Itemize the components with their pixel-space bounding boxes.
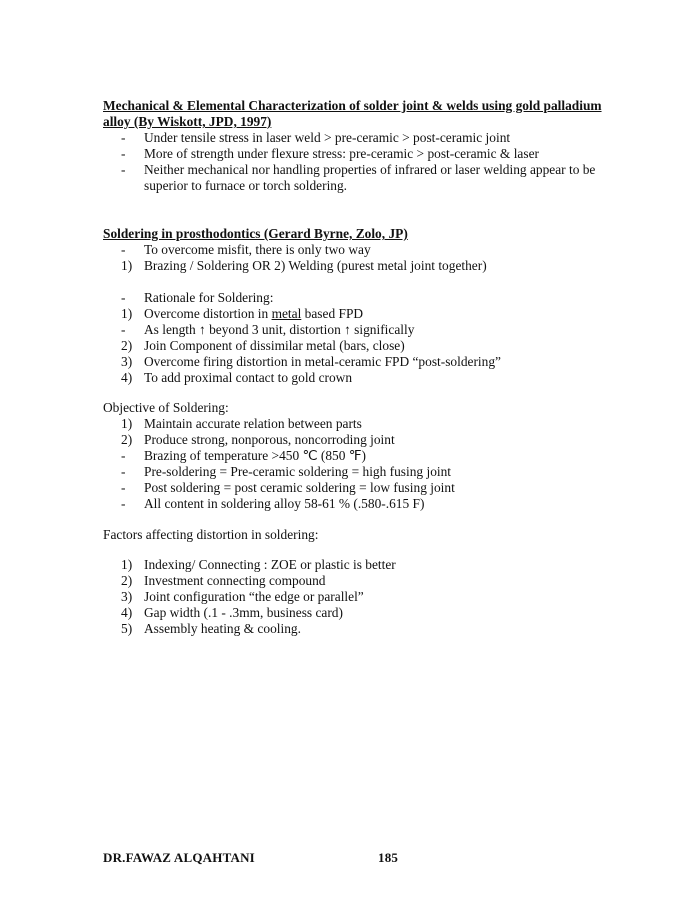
list-marker: - [121,146,126,161]
list-marker: 4) [121,605,133,620]
list-marker: 3) [121,354,133,369]
list-marker: - [121,162,126,177]
footer-author: DR.FAWAZ ALQAHTANI [103,850,255,865]
list-item-text: As length ↑ beyond 3 unit, distortion ↑ significally [144,322,415,337]
list-item-text: Brazing / Soldering OR 2) Welding (purest metal joint together) [144,258,487,273]
list-item [103,338,623,354]
section-list [103,416,623,512]
list-item [103,130,623,146]
list-marker: 4) [121,370,133,385]
list-item-text: Gap width (.1 - .3mm, business card) [144,605,343,620]
list-item [103,496,623,512]
list-item-text: More of strength under flexure stress: pre-ceramic > post-ceramic & laser [144,146,539,161]
list-item-text: Under tensile stress in laser weld > pre-ceramic > post-ceramic joint [144,130,511,145]
list-item [103,464,623,480]
section-list [103,130,623,194]
section-heading: Soldering in prosthodontics (Gerard Byrne, Zolo, JP) [103,226,408,241]
list-item [103,242,623,258]
list-item [103,354,623,370]
list-marker: 2) [121,338,133,353]
list-item [103,290,623,306]
list-marker: 5) [121,621,133,636]
section-heading: Mechanical & Elemental Characterization of solder joint & welds using gold palladium alloy (By Wiskott, JPD, 1997) [103,98,602,129]
list-item-text: Join Component of dissimilar metal (bars, close) [144,338,405,353]
list-item-text: Brazing of temperature >450 ℃ (850 ℉) [144,448,366,463]
list-marker: - [121,496,126,511]
section-list [103,557,623,637]
list-item [103,162,623,194]
list-item [103,370,623,386]
list-item [103,432,623,448]
list-item [103,605,623,621]
rationale-list [103,290,623,386]
section-heading: Objective of Soldering: [103,400,229,415]
list-marker: - [121,448,126,463]
list-marker: - [121,290,126,305]
list-item [103,621,623,637]
list-item-text: Rationale for Soldering: [144,290,274,305]
list-item [103,416,623,432]
list-item-text: To overcome misfit, there is only two way [144,242,371,257]
list-item-text: To add proximal contact to gold crown [144,370,353,385]
list-item-text: Post soldering = post ceramic soldering = low fusing joint [144,480,455,495]
section-objective [103,400,623,512]
list-marker: 1) [121,557,133,572]
list-item [103,258,623,274]
list-item-text: Produce strong, nonporous, noncorroding joint [144,432,395,447]
list-marker: 1) [121,416,133,431]
list-marker: - [121,464,126,479]
list-marker: - [121,480,126,495]
list-marker: - [121,130,126,145]
list-item [103,589,623,605]
section-soldering-prosthodontics [103,226,623,386]
list-item-text: Maintain accurate relation between parts [144,416,362,431]
list-item-text: All content in soldering alloy 58-61 % (.580-.615 F) [144,496,425,511]
list-marker: - [121,322,126,337]
list-item [103,146,623,162]
list-item-text-pre: Overcome distortion in [144,306,272,321]
list-item [103,306,623,322]
list-item-text: Pre-soldering = Pre-ceramic soldering = high fusing joint [144,464,452,479]
list-item-text: Investment connecting compound [144,573,326,588]
list-item-text: Indexing/ Connecting : ZOE or plastic is better [144,557,396,572]
list-marker: 2) [121,573,133,588]
section-list [103,242,623,274]
footer-page-number: 185 [378,850,399,865]
list-item-text: Assembly heating & cooling. [144,621,301,636]
list-item-text: Joint configuration “the edge or parallel” [144,589,364,604]
list-marker: 3) [121,589,133,604]
list-marker: 1) [121,306,133,321]
section-factors [103,527,623,637]
section-heading: Factors affecting distortion in soldering: [103,527,319,542]
list-item [103,573,623,589]
section-wiskott [103,98,623,194]
list-marker: - [121,242,126,257]
list-item [103,557,623,573]
list-item [103,480,623,496]
list-item-text: Overcome firing distortion in metal-ceramic FPD “post-soldering” [144,354,501,369]
list-item [103,448,623,464]
list-marker: 2) [121,432,133,447]
list-item-text: Neither mechanical nor handling properties of infrared or laser welding appear to be superior to furnace or torch soldering. [144,162,596,193]
list-marker: 1) [121,258,133,273]
list-item [103,322,623,338]
list-item-text-underlined: metal [271,306,302,321]
list-item-text-post: based FPD [301,306,364,321]
